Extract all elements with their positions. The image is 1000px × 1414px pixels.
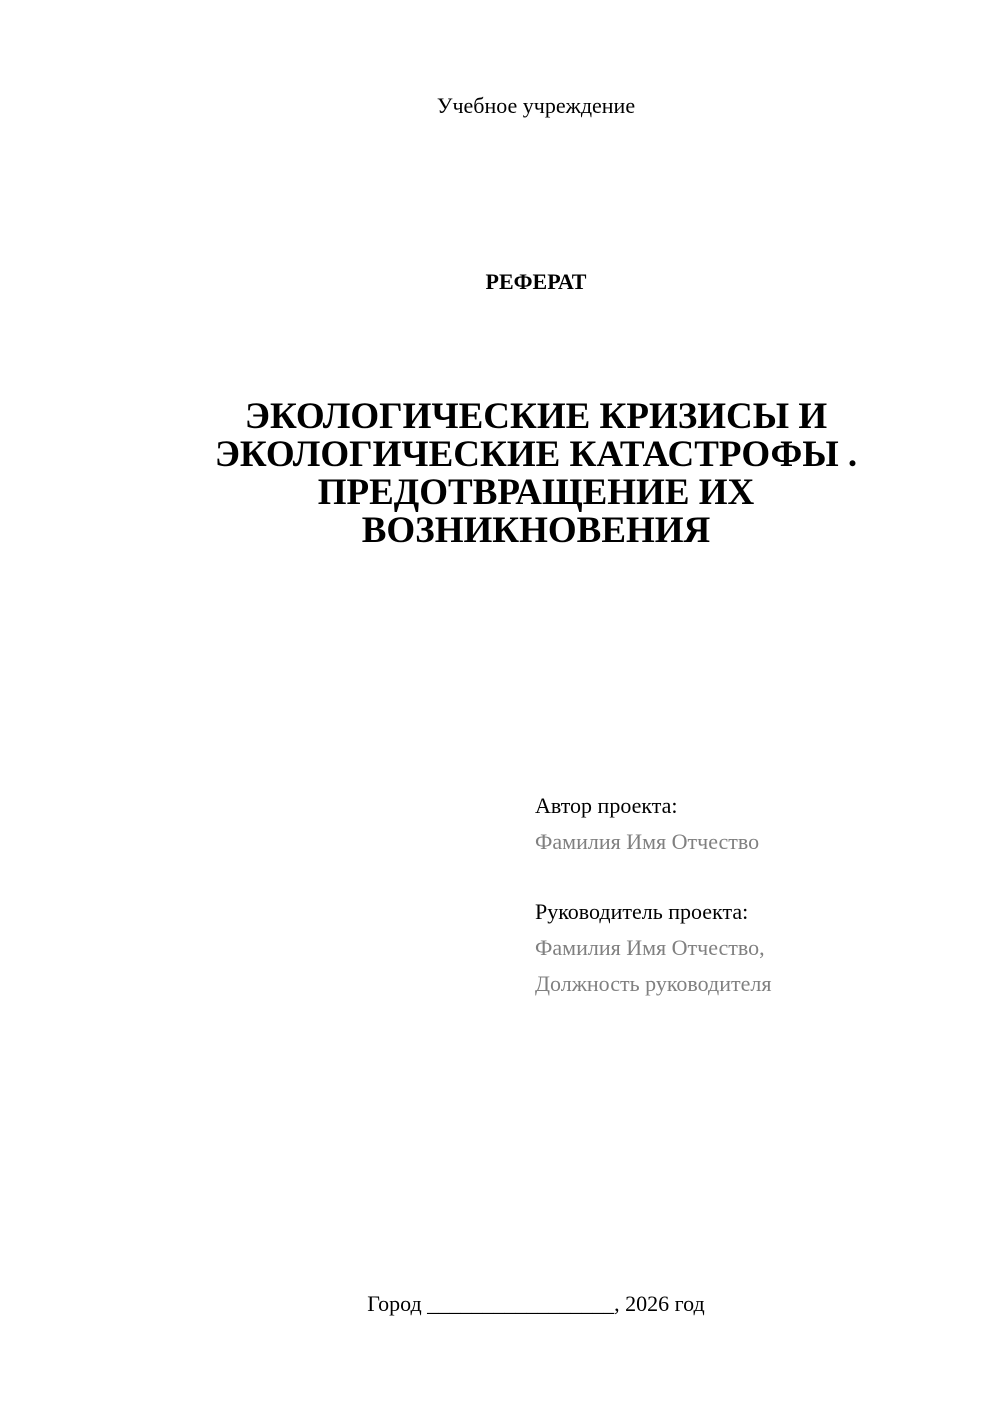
title-line: ВОЗНИКНОВЕНИЯ	[361, 510, 711, 551]
document-type: РЕФЕРАТ	[485, 269, 587, 294]
supervisor-name-placeholder: Фамилия Имя Отчество,	[535, 935, 765, 960]
title-line: ЭКОЛОГИЧЕСКИЕ КРИЗИСЫ И	[244, 396, 828, 437]
author-label: Автор проекта:	[535, 793, 678, 818]
title-line: ПРЕДОТВРАЩЕНИЕ ИХ	[317, 472, 755, 513]
author-name-placeholder: Фамилия Имя Отчество	[535, 829, 760, 854]
document-title	[150, 398, 922, 550]
city-year-line: Город _________________, 2026 год	[367, 1291, 705, 1316]
block-spacer	[535, 860, 975, 894]
institution-name: Учебное учреждение	[436, 93, 636, 118]
author-block	[535, 788, 975, 1002]
supervisor-position-placeholder: Должность руководителя	[535, 971, 772, 996]
title-line: ЭКОЛОГИЧЕСКИЕ КАТАСТРОФЫ .	[214, 434, 858, 475]
supervisor-label: Руководитель проекта:	[535, 899, 749, 924]
